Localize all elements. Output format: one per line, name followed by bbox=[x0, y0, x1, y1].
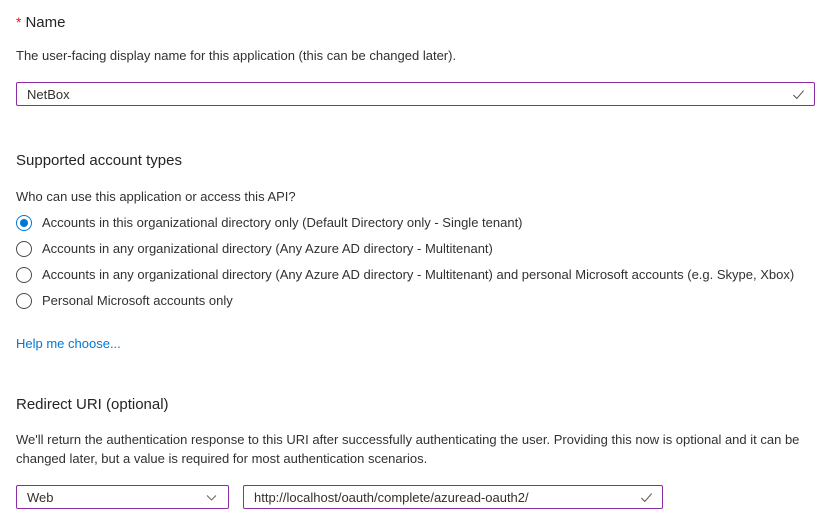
account-types-heading: Supported account types bbox=[16, 152, 182, 169]
radio-icon bbox=[16, 267, 32, 283]
radio-icon bbox=[16, 215, 32, 231]
redirect-uri-input[interactable] bbox=[254, 490, 639, 505]
help-me-choose-link[interactable]: Help me choose... bbox=[16, 336, 121, 351]
radio-option-multitenant[interactable] bbox=[16, 241, 815, 257]
name-input[interactable] bbox=[27, 87, 791, 102]
radio-option-label: Accounts in any organizational directory (Any Azure AD directory - Multitenant) and personal Microsoft accounts (e.g. Skype, Xbox) bbox=[42, 267, 795, 282]
radio-icon bbox=[16, 293, 32, 309]
radio-option-label: Accounts in this organizational directory only (Default Directory only - Single tenant) bbox=[42, 215, 523, 230]
chevron-down-icon bbox=[205, 491, 218, 504]
name-input-container bbox=[16, 82, 815, 106]
account-types-question: Who can use this application or access this API? bbox=[16, 189, 296, 204]
redirect-uri-input-container bbox=[243, 485, 663, 509]
platform-select-value: Web bbox=[27, 489, 54, 505]
valid-checkmark-icon bbox=[639, 490, 654, 505]
radio-icon bbox=[16, 241, 32, 257]
valid-checkmark-icon bbox=[791, 87, 806, 102]
redirect-uri-heading: Redirect URI (optional) bbox=[16, 396, 169, 413]
name-section-heading bbox=[16, 12, 815, 33]
redirect-uri-description: We'll return the authentication response to this URI after successfully authenticating the user. Providing this now is optional and it can be changed later, but a value is required for most authentication scenarios. bbox=[16, 432, 800, 466]
redirect-uri-controls bbox=[16, 485, 815, 509]
name-description: The user-facing display name for this application (this can be changed later). bbox=[16, 48, 457, 63]
radio-option-single-tenant[interactable] bbox=[16, 215, 815, 231]
account-types-radio-group bbox=[16, 215, 815, 309]
radio-option-personal-only[interactable] bbox=[16, 293, 815, 309]
radio-option-label: Personal Microsoft accounts only bbox=[42, 293, 233, 308]
name-label: Name bbox=[25, 14, 66, 31]
radio-option-label: Accounts in any organizational directory (Any Azure AD directory - Multitenant) bbox=[42, 241, 493, 256]
radio-option-multitenant-personal[interactable] bbox=[16, 267, 815, 283]
platform-select[interactable] bbox=[16, 485, 229, 509]
required-asterisk: * bbox=[16, 14, 22, 30]
